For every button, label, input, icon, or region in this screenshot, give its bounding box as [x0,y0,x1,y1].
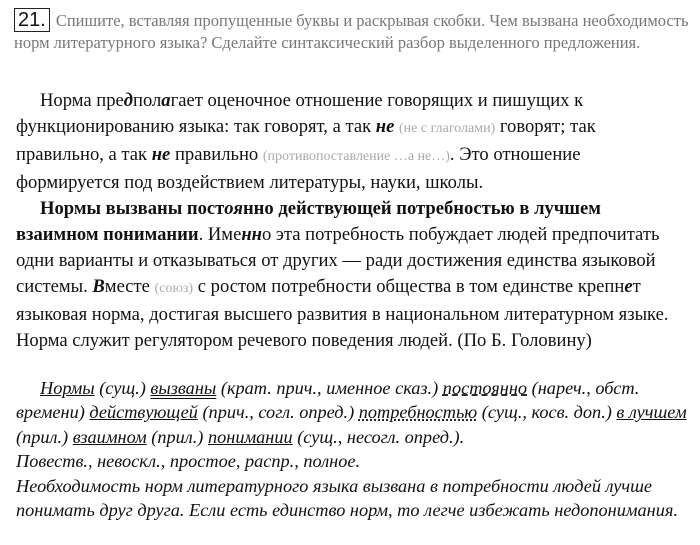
particle-ne: не [375,116,395,137]
text-run: Норма пре [40,90,124,111]
inserted-letter: оя [224,198,243,219]
analysis-note: (сущ.) [94,378,151,398]
text-run: с ростом потребности общества в том единстве крепн [193,276,625,297]
text-run: правильно [170,144,263,165]
text-run: гает оценочное отношение говорящих и пишущих к функционированию языка: так говорят, а так [16,90,584,137]
text-run: . Име [198,224,242,245]
syntax-analysis [16,376,691,522]
particle-ne: не [151,144,171,165]
text-run: о эта потребность побуждает людей предпочитать одни варианты и отказываться от других — ради достижения единства языковой системы. [16,224,660,297]
text-paragraph-2 [16,196,686,354]
subject-word: Нормы [40,378,95,398]
object-word: потребностью [358,402,478,423]
answer-text: Необходимость норм литературного языка вызвана в потребности людей лучше понимать друг друга. Если есть единство норм, то легче избежать недопонимания. [16,475,678,521]
text-run: . Это отношение формируется под воздействием литературы, науки, школы. [16,144,581,193]
analysis-summary: Повеств., невоскл., простое, распр., полное. [16,451,361,472]
attribute-word: действующей [89,402,198,423]
analysis-note: (сущ., несогл. опред.). [292,426,465,447]
highlighted-sentence: но действующей потребностью в лучшем взаимном понимании [16,198,601,245]
inserted-letter: нн [241,224,262,245]
text-paragraph-1 [16,88,686,196]
inserted-letter: В [92,276,105,297]
analysis-note: (прил.) [146,426,208,447]
adverbial-word: постоянно [442,378,528,398]
attribute-word: понимании [207,426,293,447]
analysis-parse [16,376,691,449]
analysis-note: (нареч., обст. времени) [16,378,640,423]
text-run: месте [104,276,155,297]
predicate-word: вызваны [150,378,217,398]
inserted-letter: е [624,276,633,297]
task-instruction: Спишите, вставляя пропущенные буквы и раскрывая скобки. Чем вызвана необходимость норм литературного языка? Сделайте синтаксический разбор выделенного предложения. [14,11,689,52]
analysis-note: (крат. прич., именное сказ.) [216,378,443,398]
grammar-note: (противопоставление …а не…) [262,149,450,164]
highlighted-sentence: Нормы вызваны пост [40,198,225,219]
highlighted-sentence: н [242,198,254,219]
task-header [14,8,694,54]
text-run: т языковая норма, достигая высшего развития в национальном литературном языке. Норма служит регулятором речевого поведения людей. (По Б. Головину) [16,276,669,351]
analysis-note: (прил.) [16,426,73,447]
text-run: говорят; так правильно, а так [16,116,596,165]
attribute-word: в лучшем [616,402,687,423]
analysis-note: (прич., согл. опред.) [197,402,359,423]
analysis-note: (сущ., косв. доп.) [477,402,617,423]
grammar-note: (не с глаголами) [399,121,496,136]
task-number: 21. [14,8,50,32]
inserted-letter: а [161,90,171,111]
text-run: пол [133,90,162,111]
grammar-note: (союз) [154,281,194,296]
attribute-word: взаимном [72,426,147,447]
inserted-letter: д [123,90,134,111]
